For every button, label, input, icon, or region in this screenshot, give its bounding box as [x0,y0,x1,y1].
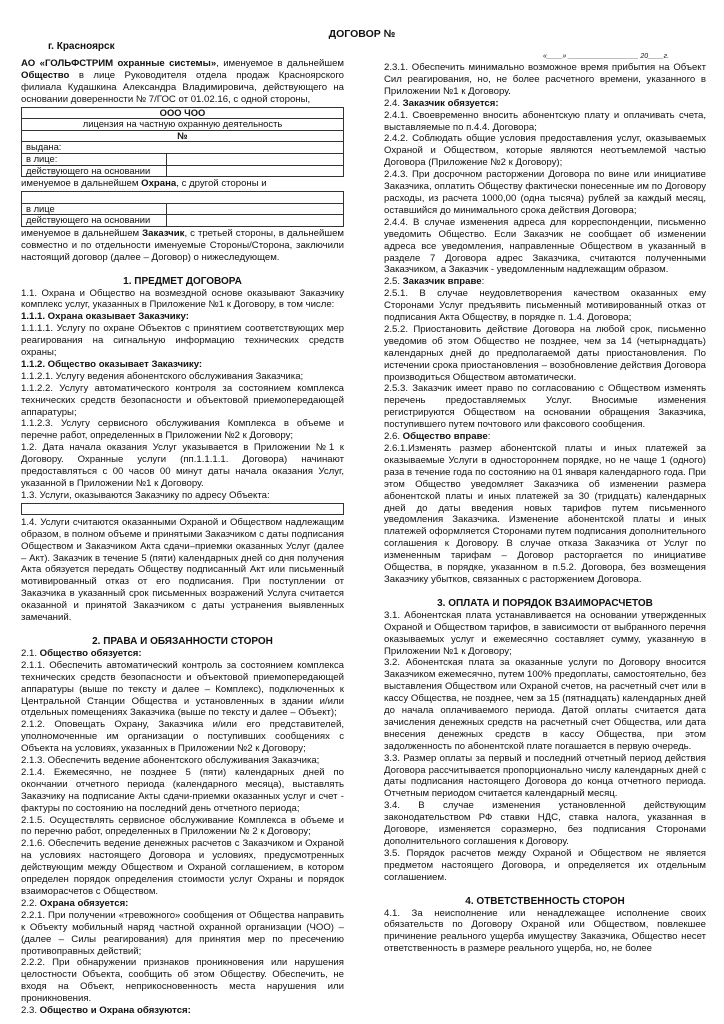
clause-heading: Заказчик обязуется: [402,97,499,109]
date-line: «____» __________________ 20____г. [543,53,670,60]
text: именуемое в дальнейшем [21,227,143,239]
client-represented-by-label: в лице [22,203,167,215]
city: г. Красноярск [48,41,115,52]
company-short-name: Общество [21,69,70,81]
clause-2-4-4: 2.4.4. В случае изменения адреса для корреспонденции, письменно уведомить Общество. Если Заказчик не сообщает об изменении адреса все уведомления, направленные Обществом в указанный в разделе 7 Договора адрес Заказчика, считаются полученными Заказчиком, а Заказчик - уведомленным надлежащим образом. [384,216,706,276]
clause-2-1-1: 2.1.1. Обеспечить автоматический контроль за состоянием комплекса технических средств безопасности и объектовой приемопередающей аппаратуры (выше по тексту и далее – Комплекс), подключенных к Центральной Станции Общества и установленных в здании и/или отдельных помещениях Заказчика (выше по тексту и далее – Объект); [21,659,344,719]
client-represented-by-field[interactable] [167,203,344,215]
clause-4-1: 4.1. За неисполнение или ненадлежащее исполнение своих обязательств по Договору Охраной или Обществом, повлекшее причинение реального ущерба имуществу Заказчика, Общество несет ответственность в размере реального ущерба, но, не более [384,907,706,955]
clause-3-2: 3.2. Абонентская плата за оказанные услуги по Договору вносится Заказчиком ежемесячно, путем 100% предоплаты, самостоятельно, без выставления Обществом или Охраной счетов, на расчетный счет или в кассу Общества, не позднее, чем за 15 (пятнадцать) календарных дней до начала оплачиваемого периода. Датой оплаты считается дата зачисления денежных средств на расчетный счет Общества, или дата внесения денежных средств в кассу Общества, при этом задолженность по абонентской плате погашается в первую очередь. [384,657,706,752]
license-cell: лицензия на частную охранную деятельность [22,119,344,131]
issued-by-cell[interactable]: выдана: [22,142,344,154]
clause-2-1 [21,648,344,660]
clause-number: 2.1. [21,647,40,659]
basis-label: действующего на основании [22,165,167,177]
clause-2-3 [21,1005,344,1017]
guard-term: Охрана [141,178,177,190]
clause-1-1-2-1: 1.1.2.1. Услугу ведения абонентского обслуживания Заказчика; [21,370,304,382]
clause-2-1-3: 2.1.3. Обеспечить ведение абонентского обслуживания Заказчика; [21,755,320,767]
clause-2-5-3: 2.5.3. Заказчик имеет право по согласованию с Обществом изменять перечень предоставляемых Услуг. Вносимые изменения регистрируются Обществом на основании обращения Заказчика, поступившего путем почтового или факсового сообщения. [384,383,706,431]
clause-2-5-2: 2.5.2. Приостановить действие Договора на любой срок, письменно уведомив об этом Общество не позднее, чем за 14 (четырнадцать) календарных дней до предполагаемой даты приостановления. По истечении срока приостановления – возобновление действия Договора производиться Обществом автоматически. [384,323,706,383]
company-name: АО «ГОЛЬФСТРИМ охранные системы» [21,58,217,69]
clause-2-1-2: 2.1.2. Оповещать Охрану, Заказчика и/или его представителей, уполномоченные им организации о поступивших сообщениях с Объекта на условиях, указанных в Приложении №2 к Договору; [21,719,344,755]
clause-2-4-2: 2.4.2. Соблюдать общие условия предоставления услуг, оказываемых Охраной и Обществом, которые являются неотъемлемой частью Договора (Приложение №2 к Договору); [384,133,706,169]
clause-number: 2.4. [384,97,403,109]
clause-number: 2.5. [384,276,403,288]
clause-1-4: 1.4. Услуги считаются оказанными Охраной и Обществом надлежащим образом, в полном объеме и принятыми Заказчиком с даты подписания Обществом и Заказчиком Акта сдачи–приемки оказанных Услуг (далее – Акт). Заказчик в течение 5 (пяти) календарных дней со дня получения Акта обязуется передать Обществу подписанный Акт или письменный мотивированный отказ от его подписания. При поступлении от Заказчика в указанный срок письменных возражений Услуга считается оказанной и принятой Заказчиком с даты устранения выявленных замечаний. [21,516,344,624]
preamble-text: в лице Руководителя отдела продаж Красноярского филиала Кудашкина Александра Владимировича, действующего на основании доверенности № 7/ГОС от 01.02.16, с одной стороны, [21,69,344,105]
clause-heading: Заказчик вправе [402,276,482,288]
right-column [384,62,706,955]
client-name-field[interactable] [22,192,344,204]
clause-1-1-1-1: 1.1.1.1. Услугу по охране Объектов с принятием соответствующих мер реагирования на сигнальную информацию технических средств охраны; [21,323,344,359]
clause-2-1-5: 2.1.5. Осуществлять сервисное обслуживание Комплекса в объеме и по перечню работ, определенных в Приложении № 2 к Договору; [21,814,344,838]
document-title: ДОГОВОР № [328,28,396,40]
client-basis-field[interactable] [167,215,344,227]
clause-3-4: 3.4. В случае изменения установленной действующим законодательством РФ ставки НДС, ставка налога, указанная в Договоре, изменяется соразмерно, без подписания Сторонами дополнительного соглашения к Договору. [384,800,706,847]
clause-2-2-2: 2.2.2. При обнаружении признаков проникновения или нарушения целостности Объекта, сообщить об этом Обществу. Обеспечить, не входя на Объект, неприкосновенность места нарушения или проникновения. [21,957,344,1005]
clause-3-3: 3.3. Размер оплаты за первый и последний отчетный период действия Договора рассчитывается пропорционально числу календарных дней с даты подписания настоящего Договора до конца отчетного периода. Отчетным периодом считается календарный месяц. [384,752,706,800]
clause-2-1-6: 2.1.6. Обеспечить ведение денежных расчетов с Заказчиком и Охраной на условиях настоящего Договора и условиях, предусмотренных действующим между Обществом и Охраной соглашением, в котором определен порядок определения стоимости услуг Охраны и порядок взаиморасчетов с Обществом. [21,838,344,897]
clause-2-4-3: 2.4.3. При досрочном расторжении Договора по вине или инициативе Заказчика, оплатить Обществу фактически понесенные им по Договору расходы, из расчета 1000,00 (одна тысяча) рублей за каждый месяц, оставшийся до минимального срока действия Договора; [384,169,706,216]
clause-2-5 [384,276,706,288]
clause-2-6-1: 2.6.1.Изменять размер абонентской платы и иных платежей за оказываемые Услуги в одностороннем порядке, но не чаще 1 (одного) раза в течение года по состоянию на 01 января календарного года. При этом Общество уведомляет Заказчика об изменении размера абонентской платы и иных платежей за 30 (тридцать) календарных дней до даты введения новых тарифов путем письменного уведомления Заказчика. Изменение абонентской платы и иных платежей оформляется Сторонами путем подписания дополнительного соглашения к Договору. В случае отказа Заказчика от Услуг по измененным тарифам – Договор расторгается по инициативе Общества, в порядке, указанном в п.5.2. Договора, без возмещения Заказчику убытков, связанных с расторжением Договора. [384,443,706,585]
client-details-table [21,191,344,227]
left-column [21,58,344,1017]
clause-1-1: 1.1. Охрана и Общество на возмездной основе оказывают Заказчику комплекс услуг, указанных в Приложение №1 к Договору, в том числе: [21,287,344,311]
object-address-field[interactable] [21,503,344,515]
clause-heading: Общество вправе [402,431,488,443]
guard-org: ООО ЧОО [159,106,206,118]
clause-heading: Общество обязуется: [39,647,142,659]
clause-2-6 [384,431,706,443]
clause-2-4 [384,98,706,110]
license-number-label: № [177,129,188,141]
clause-2-5-1: 2.5.1. В случае неудовлетворения качеством оказанных ему Сторонами Услуг предъявить письменный мотивированный отказ от подписания Акта Обществу, в порядке п. 1.4. Договора; [384,288,706,324]
clause-heading: 1.1.2. Общество оказывает Заказчику: [21,358,203,370]
basis-field[interactable] [167,165,344,177]
clause-2-2-1: 2.2.1. При получении «тревожного» сообщения от Общества направить к Объекту мобильный наряд частной охранной организации (ЧОО) – (далее – Силы реагирования) для принятия мер по пресечению противоправных действий; [21,909,344,957]
section-4-heading: 4. ОТВЕТСТВЕННОСТЬ СТОРОН [465,895,625,907]
guard-named-paragraph [21,178,344,190]
clause-number: 2.2. [21,897,40,909]
clause-3-5: 3.5. Порядок расчетов между Охраной и Обществом не является предметом настоящего Договора, и определяется их отдельным соглашением. [384,847,706,883]
client-term: Заказчик [142,227,185,239]
clause-2-3-1: 2.3.1. Обеспечить минимально возможное время прибытия на Объект Сил реагирования, но, не более расчетного времени, указанного в Приложении №1 к Договору. [384,62,706,97]
preamble-text: , именуемое в дальнейшем [216,58,344,69]
clause-1-3: 1.3. Услуги, оказываются Заказчику по адресу Объекта: [21,489,270,501]
client-named-paragraph [21,228,344,264]
colon: : [481,276,485,288]
represented-by-field[interactable] [167,154,344,166]
clause-number: 2.6. [384,431,403,443]
colon: : [487,431,491,443]
guard-details-table [21,107,344,178]
clause-2-4-1: 2.4.1. Своевременно вносить абонентскую плату и оплачивать счета, выставляемые по п.4.4. Договора; [384,109,706,133]
section-2-heading: 2. ПРАВА И ОБЯЗАННОСТИ СТОРОН [92,635,273,647]
clause-1-1-2 [21,359,344,371]
guard-org-cell[interactable] [22,107,344,119]
clause-heading: Охрана обязуется: [39,897,129,909]
text: , с другой стороны и [176,178,267,190]
client-basis-label: действующего на основании [22,215,167,227]
clause-number: 2.3. [21,1005,40,1017]
clause-heading: 1.1.1. Охрана оказывает Заказчику: [21,311,189,323]
represented-by-label: в лице: [22,154,167,166]
clause-3-1: 3.1. Абонентская плата устанавливается на основании утвержденных Охраной и Обществом тарифов, в зависимости от выбранного перечня оказываемых услуг и ежемесячно составляет сумму, указанную в Приложении №1 к Договору; [384,609,706,657]
clause-1-1-1 [21,311,344,323]
text: именуемое в дальнейшем [21,178,142,190]
clause-heading: Общество и Охрана обязуются: [39,1005,191,1017]
text: , с третьей стороны, в дальнейшем совместно и по отдельности именуемые Стороны/Сторона, заключили настоящий договор (далее – Договор) о нижеследующем. [21,227,345,263]
clause-2-1-4: 2.1.4. Ежемесячно, не позднее 5 (пяти) календарных дней по окончании отчетного периода (календарного месяца), выставлять Заказчику на подписание Акты сдачи-приемки оказанных услуг и счет - фактуры по состоянию на последний день отчетного периода; [21,766,344,814]
section-3-heading: 3. ОПЛАТА И ПОРЯДОК ВЗАИМОРАСЧЕТОВ [437,597,653,609]
preamble-paragraph [21,58,344,106]
clause-1-2: 1.2. Дата начала оказания Услуг указывается в Приложении №1 к Договору. Охранные услуги (пп.1.1.1.1. Договора) начинают предоставляться с 00 часов 00 минут даты начала оказания Услуг, указанной в Приложении №1 к Договору. [21,442,344,489]
license-number-cell[interactable] [22,130,344,142]
clause-1-1-2-3: 1.1.2.3. Услугу сервисного обслуживания Комплекса в объеме и перечне работ, определенных в Приложении №2 к Договору; [21,418,344,442]
section-1-heading: 1. ПРЕДМЕТ ДОГОВОРА [123,275,242,287]
clause-1-1-2-2: 1.1.2.2. Услугу автоматического контроля за состоянием комплекса технических средств безопасности и объектовой приемопередающей аппаратуры; [21,382,344,418]
clause-2-2 [21,898,344,910]
